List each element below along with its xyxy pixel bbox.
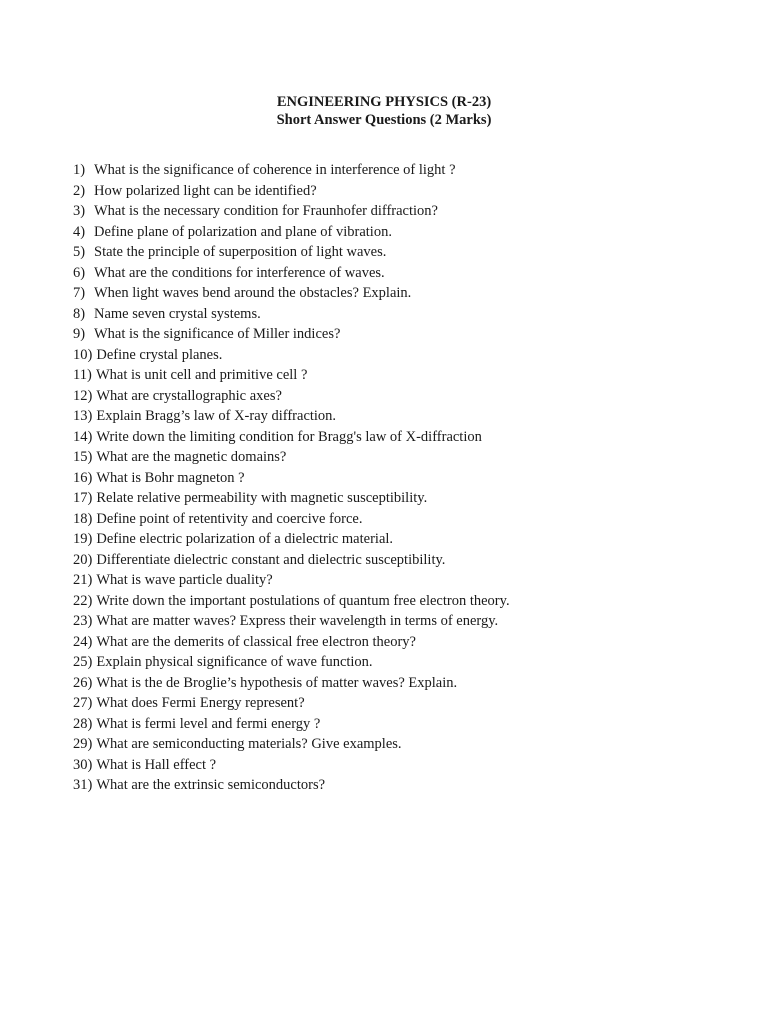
question-number: 3): [73, 203, 86, 219]
question-number: 8): [73, 305, 86, 322]
question-number: 19): [73, 531, 93, 547]
question-text: What are the extrinsic semiconductors?: [96, 777, 326, 793]
question-text: State the principle of superposition of light waves.: [94, 244, 387, 260]
question-number: 29): [73, 736, 93, 752]
question-number: 25): [73, 654, 93, 670]
question-text: Write down the limiting condition for Bragg's law of X-diffraction: [96, 428, 482, 445]
question-number: 2): [73, 182, 86, 199]
question-number: 13): [73, 408, 93, 424]
question-item: [73, 427, 510, 448]
question-item: [73, 529, 510, 550]
question-number: 4): [73, 223, 86, 240]
question-item: [73, 755, 510, 776]
question-number: 14): [73, 428, 93, 445]
question-number: 15): [73, 449, 93, 465]
question-item: [73, 324, 510, 345]
question-text: When light waves bend around the obstacles? Explain.: [94, 285, 412, 301]
question-item: [73, 447, 510, 468]
question-item: [73, 283, 510, 304]
question-number: 23): [73, 613, 93, 629]
question-text: What is fermi level and fermi energy ?: [96, 715, 321, 732]
question-item: [73, 160, 510, 181]
question-item: [73, 550, 510, 571]
question-item: [73, 673, 510, 694]
question-item: [73, 365, 510, 386]
question-text: What are the conditions for interference of waves.: [94, 264, 385, 281]
question-text: What are the demerits of classical free electron theory?: [96, 633, 416, 650]
question-item: [73, 775, 510, 796]
document-title: ENGINEERING PHYSICS (R-23): [276, 94, 492, 110]
question-text: What is the significance of coherence in interference of light ?: [94, 162, 456, 178]
question-number: 1): [73, 162, 86, 178]
question-number: 22): [73, 592, 93, 609]
question-item: [73, 611, 510, 632]
question-item: [73, 468, 510, 489]
question-number: 26): [73, 674, 93, 691]
question-text: How polarized light can be identified?: [94, 182, 317, 199]
question-text: What is unit cell and primitive cell ?: [96, 367, 308, 383]
question-number: 21): [73, 572, 93, 588]
question-item: [73, 304, 510, 325]
question-number: 7): [73, 285, 86, 301]
question-text: Define point of retentivity and coercive force.: [96, 510, 363, 527]
question-text: Differentiate dielectric constant and dielectric susceptibility.: [96, 551, 446, 568]
question-item: [73, 734, 510, 755]
question-text: Define plane of polarization and plane of vibration.: [94, 223, 392, 240]
question-item: [73, 509, 510, 530]
question-text: Define crystal planes.: [96, 346, 223, 363]
question-number: 16): [73, 469, 93, 486]
question-number: 27): [73, 695, 93, 711]
question-number: 12): [73, 387, 93, 404]
question-number: 5): [73, 244, 86, 260]
question-text: What is the necessary condition for Fraunhofer diffraction?: [94, 203, 438, 219]
question-text: Write down the important postulations of quantum free electron theory.: [96, 592, 510, 609]
question-text: Name seven crystal systems.: [94, 305, 261, 322]
question-text: Define electric polarization of a dielectric material.: [96, 531, 394, 547]
question-number: 11): [73, 367, 92, 383]
question-text: What are semiconducting materials? Give examples.: [96, 736, 402, 752]
question-item: [73, 263, 510, 284]
question-text: What is wave particle duality?: [96, 572, 273, 588]
question-item: [73, 201, 510, 222]
question-text: Explain Bragg’s law of X-ray diffraction.: [96, 408, 337, 424]
question-number: 18): [73, 510, 93, 527]
question-item: [73, 406, 510, 427]
question-item: [73, 570, 510, 591]
question-number: 28): [73, 715, 93, 732]
question-text: What does Fermi Energy represent?: [96, 695, 305, 711]
question-text: What is the de Broglie’s hypothesis of matter waves? Explain.: [96, 674, 458, 691]
question-text: Explain physical significance of wave function.: [96, 654, 373, 670]
question-item: [73, 242, 510, 263]
question-number: 30): [73, 756, 93, 773]
question-item: [73, 714, 510, 735]
question-number: 10): [73, 346, 93, 363]
question-text: What are crystallographic axes?: [96, 387, 282, 404]
question-number: 24): [73, 633, 93, 650]
document-header: [0, 93, 768, 129]
question-item: [73, 591, 510, 612]
question-item: [73, 386, 510, 407]
question-item: [73, 345, 510, 366]
question-text: What are the magnetic domains?: [96, 449, 287, 465]
question-text: What are matter waves? Express their wavelength in terms of energy.: [96, 613, 499, 629]
question-number: 20): [73, 551, 93, 568]
question-item: [73, 222, 510, 243]
question-text: What is Hall effect ?: [96, 756, 217, 773]
question-number: 6): [73, 264, 86, 281]
question-text: What is the significance of Miller indices?: [94, 326, 341, 342]
question-item: [73, 181, 510, 202]
question-item: [73, 632, 510, 653]
question-list: [73, 160, 510, 796]
question-item: [73, 693, 510, 714]
question-item: [73, 488, 510, 509]
question-number: 9): [73, 326, 86, 342]
question-number: 17): [73, 490, 93, 506]
question-number: 31): [73, 777, 93, 793]
question-item: [73, 652, 510, 673]
question-text: Relate relative permeability with magnetic susceptibility.: [96, 490, 428, 506]
question-text: What is Bohr magneton ?: [96, 469, 245, 486]
document-subtitle: Short Answer Questions (2 Marks): [276, 112, 492, 128]
